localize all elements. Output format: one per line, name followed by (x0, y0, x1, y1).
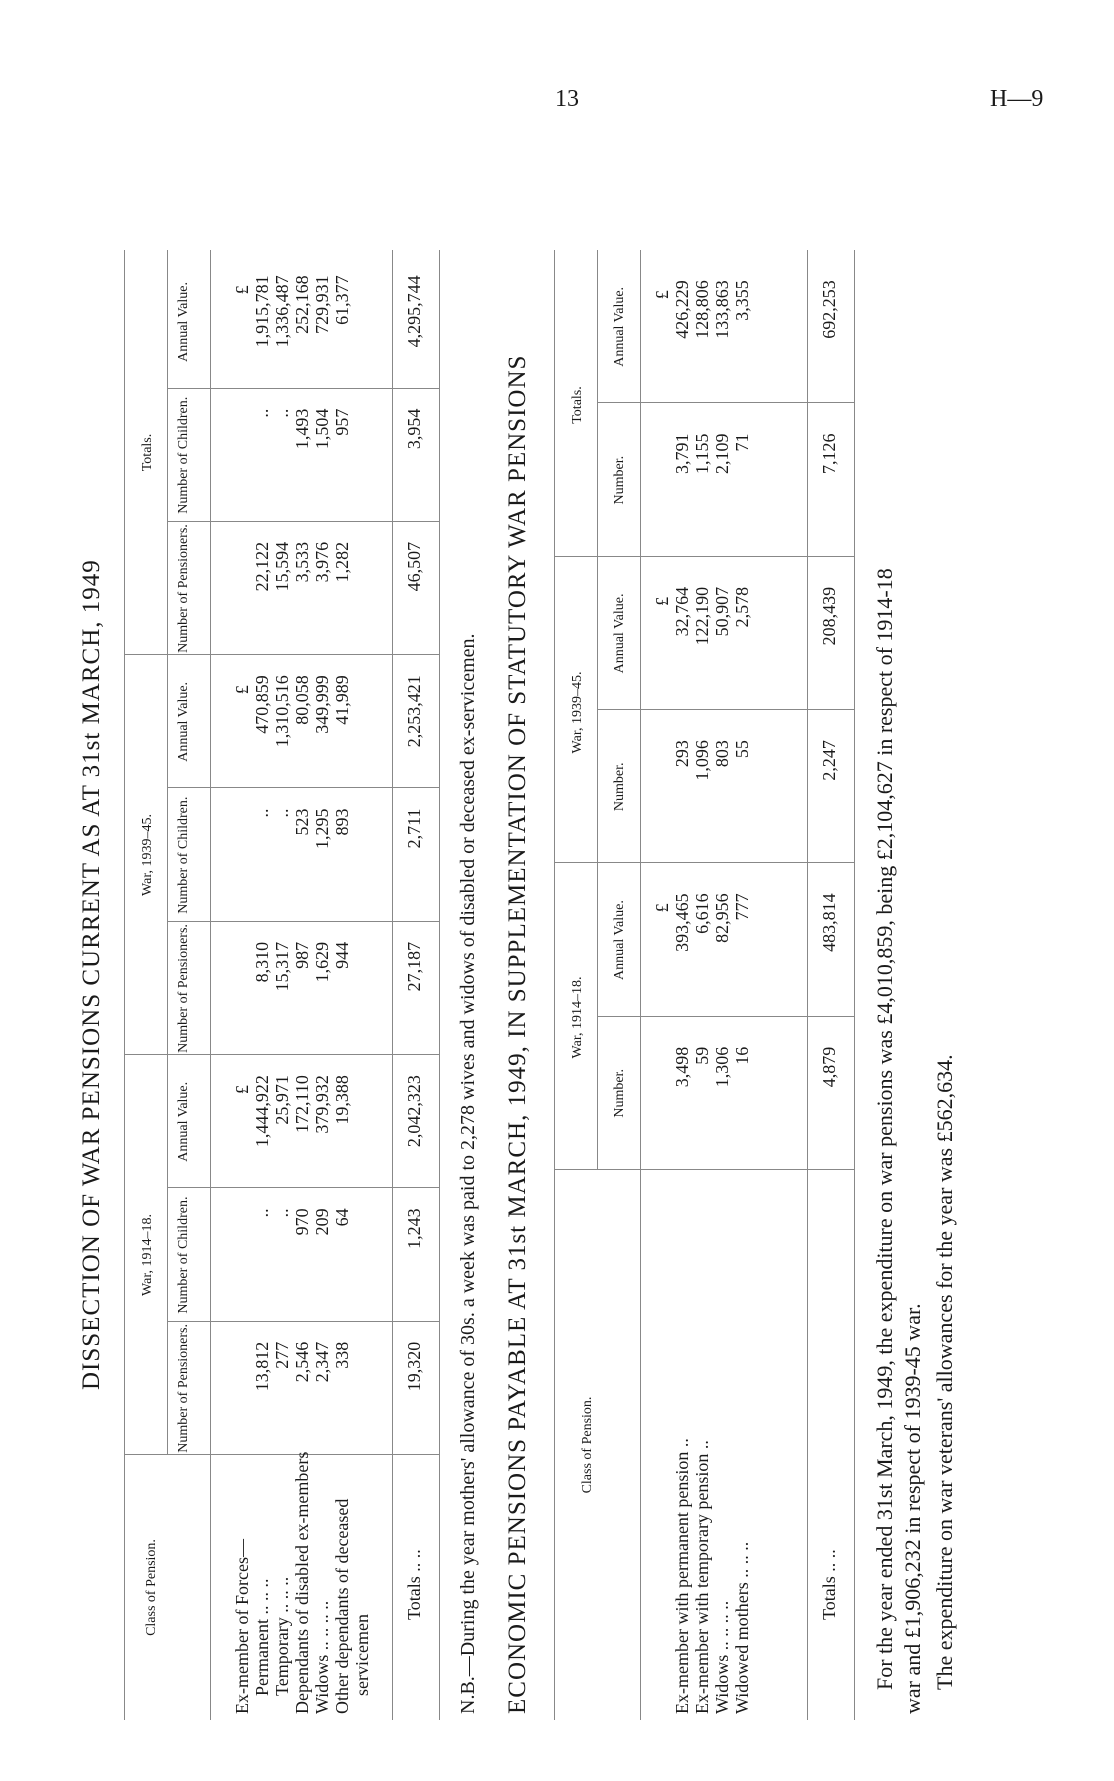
t2-subheader: Annual Value. (612, 900, 627, 980)
t1-subheader: Number of Children. (176, 1196, 191, 1314)
t2-cell: 128,806 (692, 280, 712, 339)
page-reference: H—9 (990, 86, 1044, 112)
t2-group-1939: War, 1939–45. (570, 671, 585, 754)
t1-cell: 252,168 (292, 275, 312, 334)
page-number: 13 (555, 86, 579, 112)
t2-cell: 122,190 (692, 586, 712, 646)
table2-title: ECONOMIC PENSIONS PAYABLE AT 31st MARCH, 1949, IN SUPPLEMENTATION OF STATUTORY WAR PENSIONS (504, 354, 531, 1714)
t1-total-cell: 19,320 (404, 1341, 424, 1392)
t1-cell: 1,336,487 (272, 275, 292, 348)
t1-cell: 209 (312, 1208, 332, 1236)
t1-cell: 1,295 (312, 808, 332, 850)
t1-top-rule (124, 250, 125, 1720)
t1-cell: 3,976 (312, 541, 332, 583)
footer-line-3: The expenditure on war veterans' allowances for the year was £562,634. (932, 1054, 957, 1690)
t1-group-totals: Totals. (140, 433, 155, 472)
t1-totals-rule (392, 250, 393, 1720)
t2-row-label: Ex-member with permanent pension .. (672, 1438, 692, 1714)
table1-title: DISSECTION OF WAR PENSIONS CURRENT AS AT 31st MARCH, 1949 (78, 559, 105, 1390)
rotated-page-content (72, 160, 1114, 1720)
t1-row-label: Temporary .. .. .. (272, 1576, 292, 1696)
t1-cell: 523 (292, 808, 312, 836)
t1-cell: 172,110 (292, 1075, 312, 1133)
t2-cell: 803 (712, 740, 732, 768)
t1-row-label: Ex-member of Forces— (232, 1539, 252, 1714)
t1-group-1939: War, 1939–45. (140, 814, 155, 896)
t1-cell: 987 (292, 941, 312, 969)
t1-cell: 729,931 (312, 275, 332, 334)
t1-row-label: Other dependants of deceased (332, 1498, 352, 1714)
t2-cell: 6,616 (692, 893, 712, 934)
t1-total-cell: 1,243 (404, 1208, 424, 1249)
t1-cell: 19,388 (332, 1075, 352, 1125)
t1-cell: 3,533 (292, 541, 312, 583)
t1-cell: 15,594 (272, 541, 292, 592)
t2-currency-mark: £ (652, 903, 672, 913)
t1-cell: 64 (332, 1208, 352, 1227)
t1-cell: 1,915,781 (252, 275, 272, 348)
t2-cell: 2,109 (712, 433, 732, 475)
t2-cell: 32,764 (672, 586, 692, 637)
t1-subheader: Number of Children. (176, 396, 191, 514)
t1-cell: 80,058 (292, 675, 312, 725)
t1-class-header: Class of Pension. (144, 1539, 159, 1636)
t1-cell: 893 (332, 808, 352, 836)
t2-total-cell: 4,879 (819, 1046, 839, 1088)
t1-currency-mark: £ (232, 285, 252, 295)
t1-header-rule (210, 250, 211, 1720)
t1-total-cell: 27,187 (404, 941, 424, 992)
t1-cell: 61,377 (332, 275, 352, 325)
t2-subheader: Annual Value. (612, 593, 627, 674)
t2-cell: 3,355 (732, 280, 752, 321)
t2-cell: 82,956 (712, 893, 732, 943)
t1-subheader: Annual Value. (176, 1081, 191, 1162)
t2-row-label: Ex-member with temporary pension .. (692, 1440, 712, 1714)
t1-currency-mark: £ (232, 1085, 252, 1095)
t2-total-cell: 208,439 (819, 586, 839, 646)
t2-totals-label: Totals .. .. (819, 1549, 839, 1620)
t2-row-label: Widows .. .. .. .. (712, 1600, 732, 1714)
footer-line-2: war and £1,906,232 in respect of 1939-45 war. (900, 1303, 925, 1714)
t1-cell: .. (272, 1208, 292, 1218)
t1-cell: 1,504 (312, 408, 332, 450)
t1-bottom-rule (439, 250, 440, 1720)
t2-cell: 293 (672, 740, 692, 768)
t2-subheader: Number. (612, 1069, 627, 1118)
t2-class-header: Class of Pension. (580, 1396, 595, 1494)
t2-total-cell: 2,247 (819, 740, 839, 781)
t1-cell: 22,122 (252, 541, 272, 592)
t2-cell: 1,306 (712, 1046, 732, 1088)
t1-cell: .. (252, 1208, 272, 1218)
t1-subheader: Annual Value. (176, 681, 191, 762)
t1-cell: 15,317 (272, 941, 292, 992)
t2-cell: 426,229 (672, 280, 692, 339)
t2-cell: 393,465 (672, 893, 692, 952)
t2-total-cell: 692,253 (819, 280, 839, 339)
t2-cell: 2,578 (732, 586, 752, 628)
t1-cell: 2,546 (292, 1341, 312, 1383)
t1-cell: 8,310 (252, 941, 272, 983)
t2-cell: 1,096 (692, 740, 712, 781)
t2-subheader: Number. (612, 455, 627, 505)
t1-row-label: servicemen (352, 1614, 372, 1696)
t2-cell: 55 (732, 740, 752, 759)
t2-cell: 59 (692, 1046, 712, 1065)
t2-total-cell: 7,126 (819, 433, 839, 475)
t2-cell: 71 (732, 433, 752, 452)
t1-total-cell: 3,954 (404, 408, 424, 450)
t2-row-label: Widowed mothers .. .. .. (732, 1541, 752, 1714)
t2-cell: 3,791 (672, 433, 692, 475)
t1-group-rule (167, 250, 168, 1455)
t1-total-cell: 4,295,744 (404, 275, 424, 348)
t2-currency-mark: £ (652, 596, 672, 606)
t2-top-rule (554, 250, 555, 1720)
t2-header-rule (640, 250, 641, 1720)
t2-currency-mark: £ (652, 290, 672, 300)
t2-total-cell: 483,814 (819, 893, 839, 952)
t2-bottom-rule (854, 250, 855, 1720)
t1-cell: 1,310,516 (272, 675, 292, 748)
footer-line-1: For the year ended 31st March, 1949, the expenditure on war pensions was £4,010,859, being £2,104,627 in respect of 1914-18 (872, 568, 897, 1690)
t1-cell: 277 (272, 1341, 292, 1369)
t2-group-totals: Totals. (570, 386, 585, 424)
t2-totals-rule (807, 250, 808, 1720)
t1-total-cell: 2,253,421 (404, 675, 424, 748)
t1-subheader: Number of Children. (176, 796, 191, 914)
t1-cell: 970 (292, 1208, 312, 1236)
t1-cell: 338 (332, 1341, 352, 1369)
t2-cell: 50,907 (712, 586, 732, 637)
t1-subheader: Annual Value. (176, 282, 191, 362)
nb-note: N.B.—During the year mothers' allowance of 30s. a week was paid to 2,278 wives and widows of disabled or deceased ex-servicemen. (457, 633, 479, 1714)
t1-cell: 25,971 (272, 1075, 292, 1125)
t1-cell: 944 (332, 941, 352, 969)
t2-subheader: Annual Value. (612, 286, 627, 367)
t1-subheader: Number of Pensioners. (176, 924, 191, 1053)
t2-cell: 133,863 (712, 280, 732, 339)
t1-row-label: Permanent .. .. .. (252, 1578, 272, 1696)
t1-row-label: Dependants of disabled ex-members (292, 1451, 312, 1714)
t2-subheader: Number. (612, 762, 627, 812)
t1-currency-mark: £ (232, 685, 252, 695)
t1-total-cell: 46,507 (404, 541, 424, 592)
t1-subheader: Number of Pensioners. (176, 524, 191, 653)
t1-row-label: Widows .. .. .. .. (312, 1600, 332, 1714)
t2-cell: 3,498 (672, 1046, 692, 1088)
t1-total-cell: 2,042,323 (404, 1075, 424, 1148)
t1-cell: .. (272, 408, 292, 418)
t1-cell: 1,629 (312, 941, 332, 983)
t1-cell: 41,989 (332, 675, 352, 725)
t1-subheader: Number of Pensioners. (176, 1324, 191, 1453)
t1-cell: 470,859 (252, 675, 272, 734)
t2-cell: 777 (732, 893, 752, 921)
t2-cell: 1,155 (692, 433, 712, 475)
t1-cell: 379,932 (312, 1075, 332, 1134)
t1-group-1914: War, 1914–18. (140, 1214, 155, 1296)
t2-cell: 16 (732, 1046, 752, 1065)
t1-cell: 2,347 (312, 1341, 332, 1383)
t1-cell: .. (252, 408, 272, 418)
t1-cell: 1,493 (292, 408, 312, 450)
t1-total-cell: 2,711 (404, 808, 424, 849)
t1-cell: 13,812 (252, 1341, 272, 1392)
t1-cell: .. (252, 808, 272, 818)
t1-cell: 349,999 (312, 675, 332, 734)
t1-cell: 1,444,922 (252, 1075, 272, 1148)
t1-cell: 1,282 (332, 541, 352, 583)
t1-totals-label: Totals .. .. (404, 1549, 424, 1620)
t1-cell: .. (272, 808, 292, 818)
t2-group-1914: War, 1914–18. (570, 976, 585, 1059)
t1-cell: 957 (332, 408, 352, 436)
